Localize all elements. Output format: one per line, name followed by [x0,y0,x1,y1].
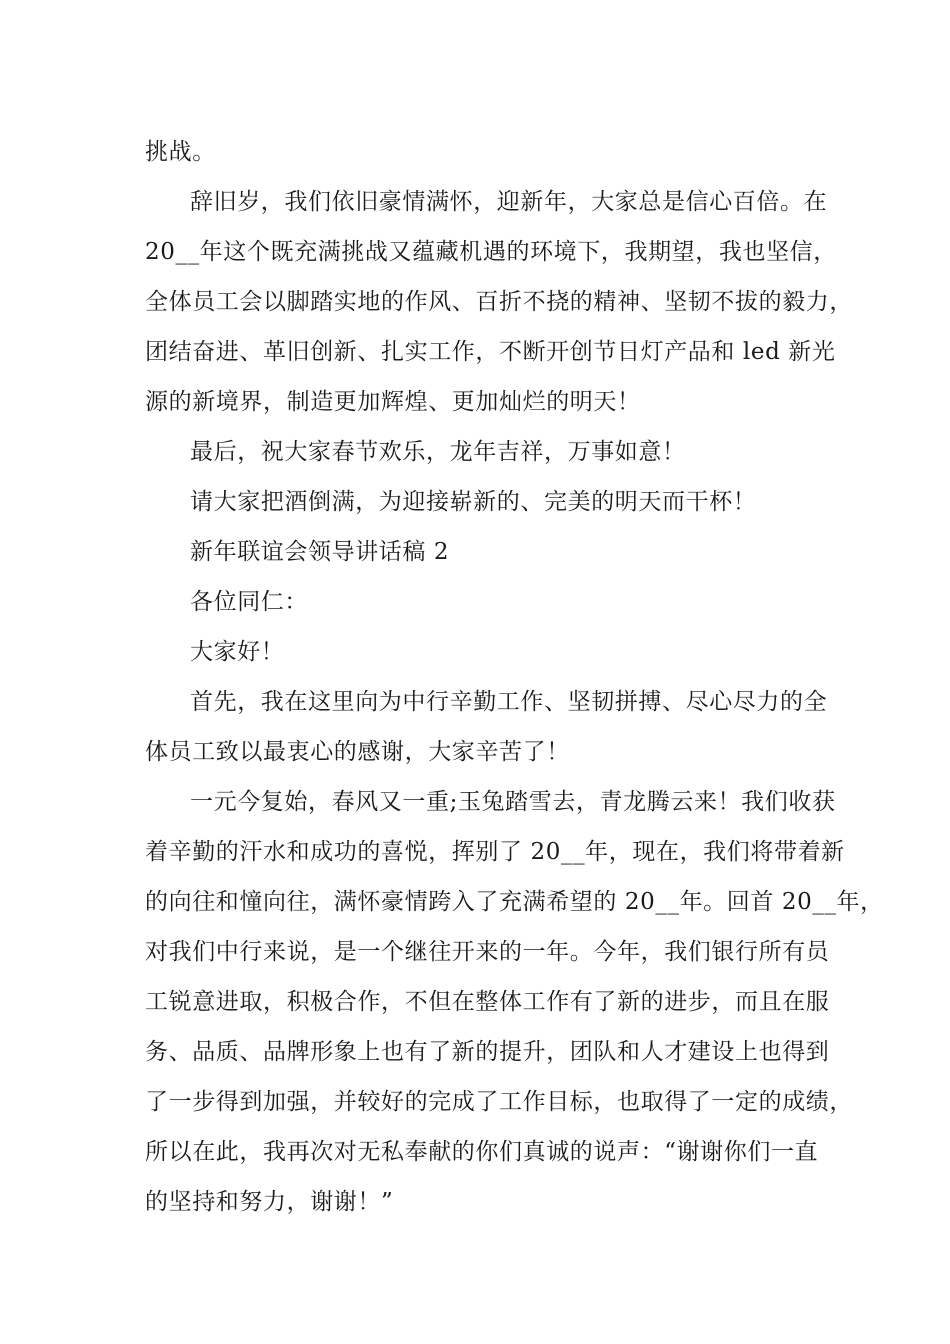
text-line: 挑战。 [145,139,216,165]
text-line: 了一步得到加强，并较好的完成了工作目标，也取得了一定的成绩， [145,1089,853,1115]
text-line: 工锐意进取，积极合作，不但在整体工作有了新的进步，而且在服 [145,989,830,1015]
text-line: 务、品质、品牌形象上也有了新的提升，团队和人才建设上也得到 [145,1039,830,1065]
text-line: 源的新境界，制造更加辉煌、更加灿烂的明天！ [145,389,641,415]
text-line: 一元今复始，春风又一重;玉兔踏雪去，青龙腾云来！我们收获 [190,789,836,815]
text-line: 辞旧岁，我们依旧豪情满怀，迎新年，大家总是信心百倍。在 [190,189,828,215]
text-line: 体员工致以最衷心的感谢，大家辛苦了！ [145,739,570,765]
text-line: 着辛勤的汗水和成功的喜悦，挥别了 20__年，现在，我们将带着新 [145,839,845,865]
text-line: 大家好！ [190,639,285,665]
text-line: 首先，我在这里向为中行辛勤工作、坚韧拼搏、尽心尽力的全 [190,689,828,715]
text-line: 的向往和憧向往，满怀豪情跨入了充满希望的 20__年。回首 20__年， [145,889,884,915]
text-line: 请大家把酒倒满，为迎接崭新的、完美的明天而干杯！ [190,489,757,515]
text-line: 各位同仁： [190,589,308,615]
text-line: 全体员工会以脚踏实地的作风、百折不挠的精神、坚韧不拔的毅力， [145,289,853,315]
text-line: 的坚持和努力，谢谢！” [145,1189,394,1215]
section-heading: 新年联谊会领导讲话稿 2 [190,539,450,565]
text-line: 最后，祝大家春节欢乐，龙年吉祥，万事如意！ [190,439,686,465]
text-line: 团结奋进、革旧创新、扎实工作，不断开创节日灯产品和 led 新光 [145,339,836,365]
text-line: 所以在此，我再次对无私奉献的你们真诚的说声：“谢谢你们一直 [145,1139,819,1165]
text-line: 20__年这个既充满挑战又蕴藏机遇的环境下，我期望，我也坚信， [145,239,837,265]
text-line: 对我们中行来说，是一个继往开来的一年。今年，我们银行所有员 [145,939,830,965]
